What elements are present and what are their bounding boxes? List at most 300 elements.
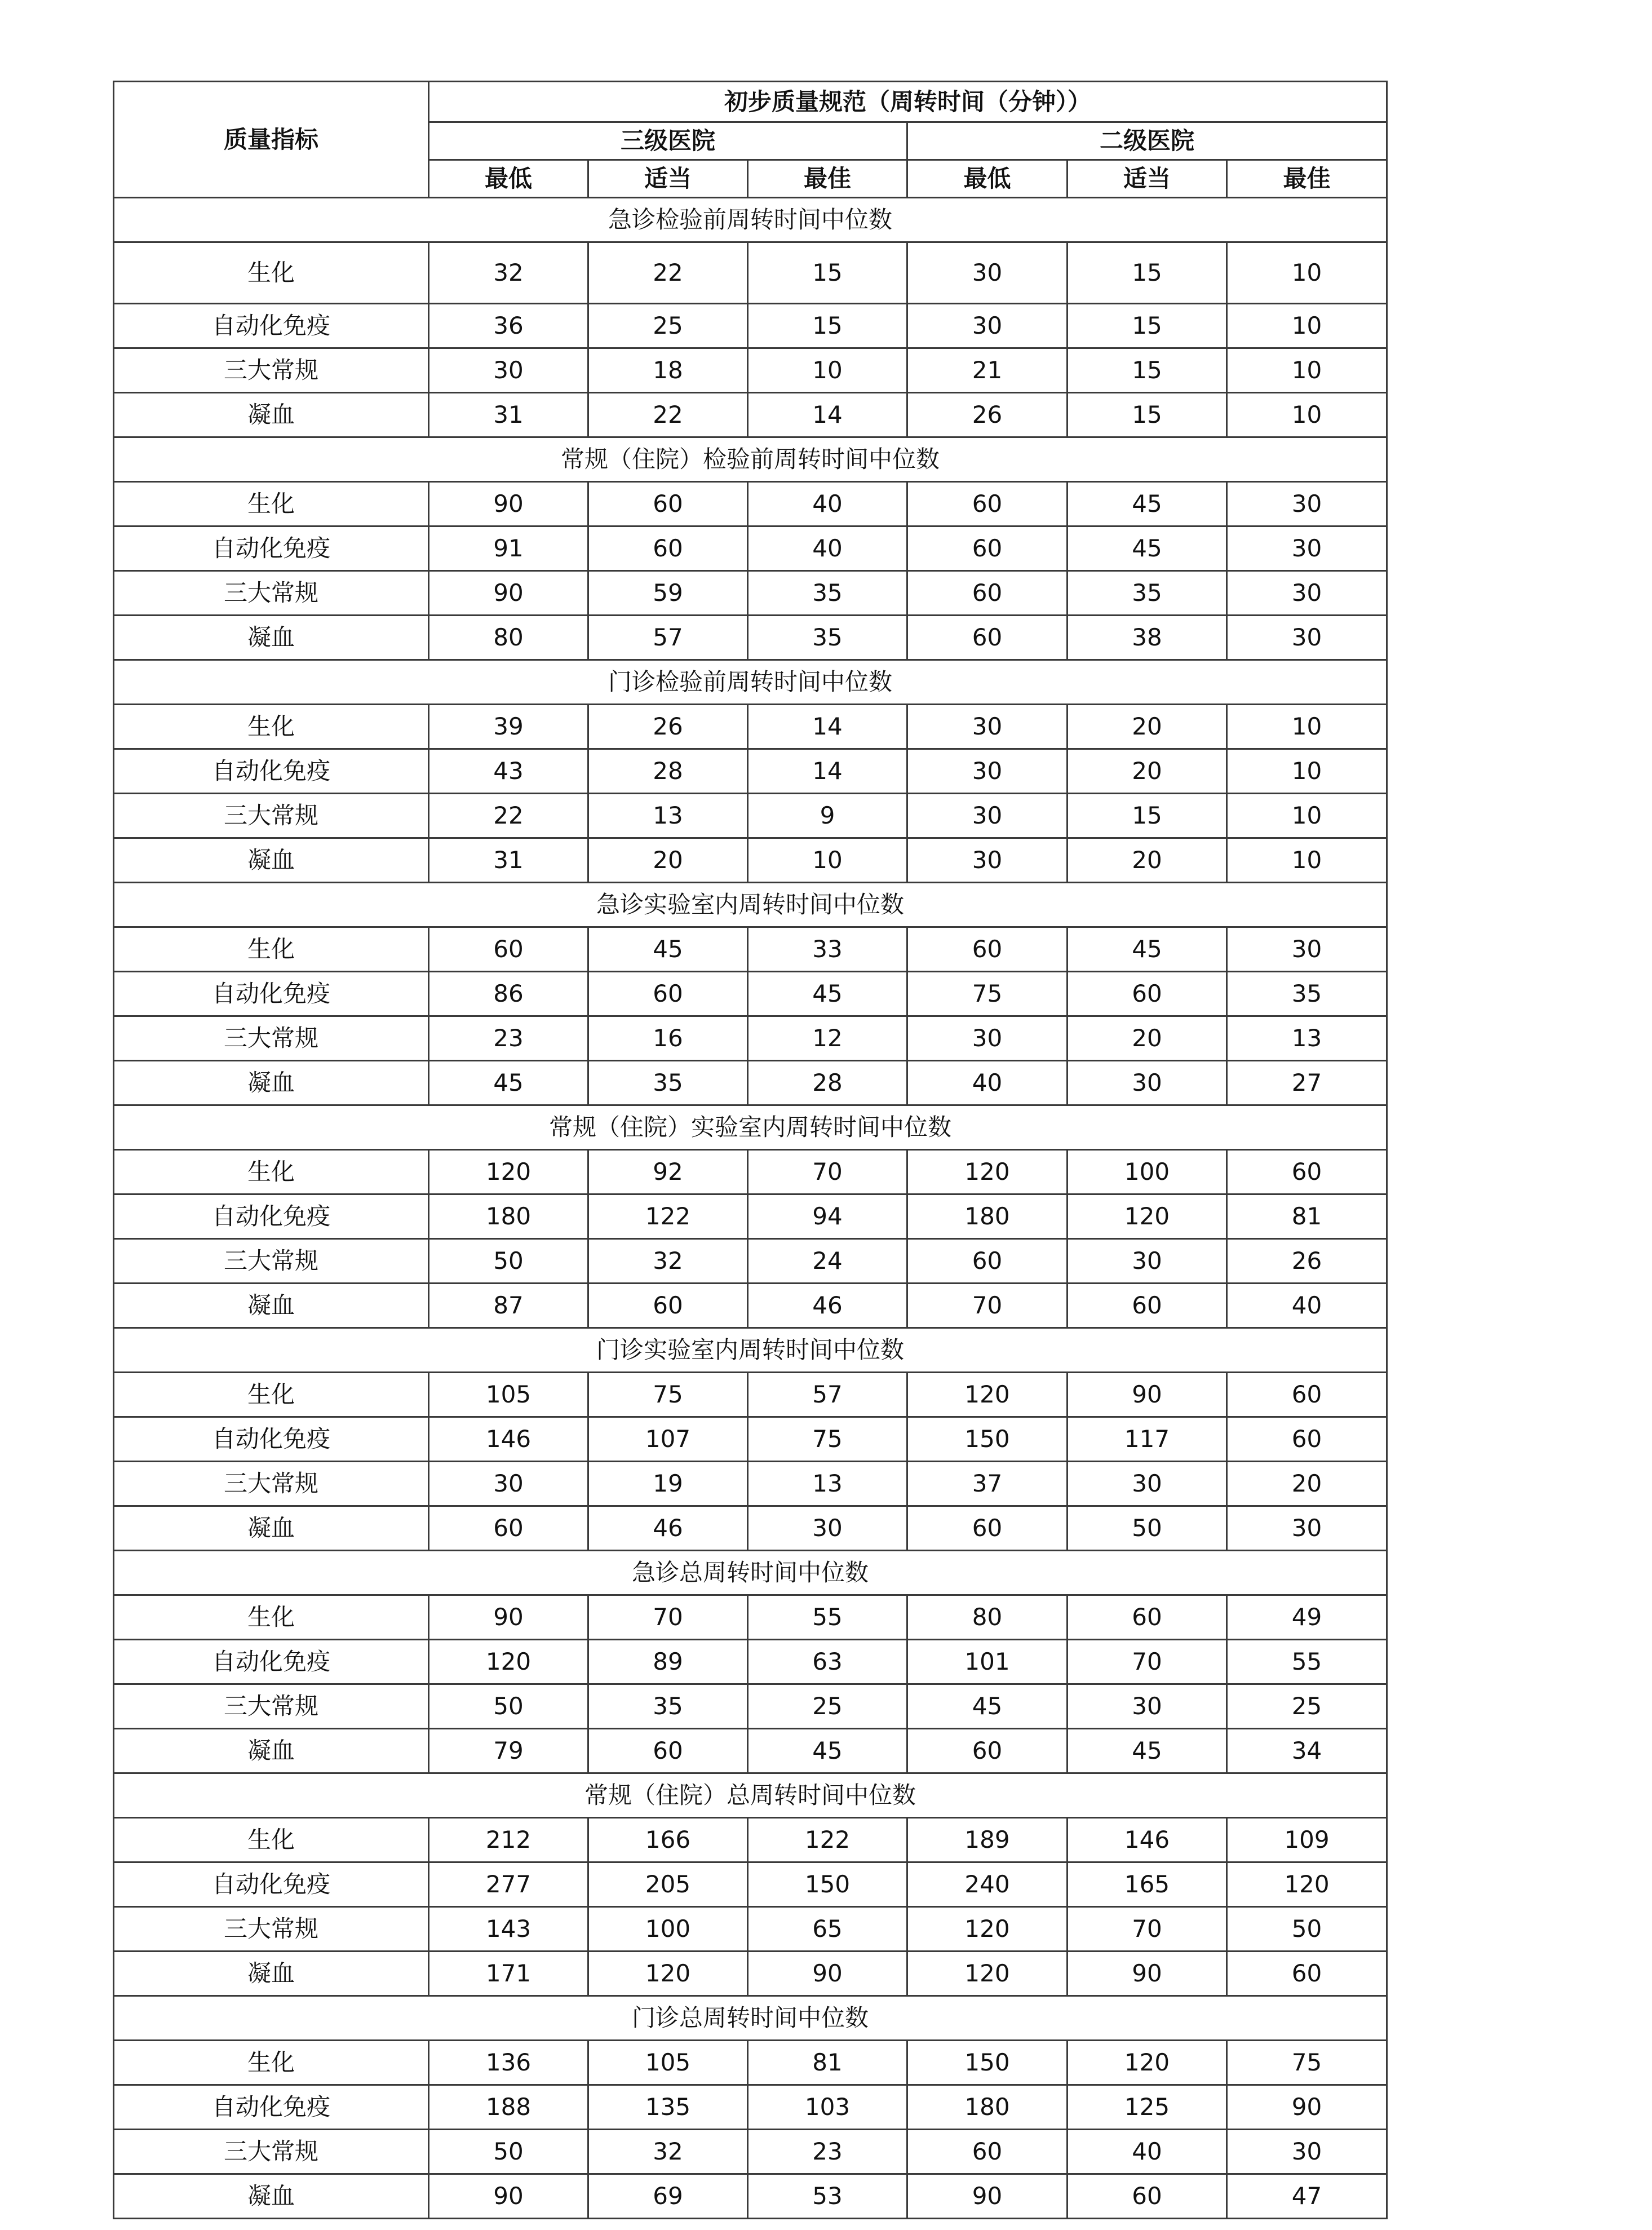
table-row bbox=[114, 972, 1387, 1016]
value-cell: 13 bbox=[748, 1462, 907, 1506]
level-header-adequate: 适当 bbox=[1068, 160, 1227, 198]
value-cell: 60 bbox=[1068, 1284, 1227, 1328]
value-cell: 81 bbox=[748, 2041, 907, 2085]
value-cell: 31 bbox=[429, 393, 588, 437]
value-cell: 13 bbox=[1227, 1016, 1387, 1061]
value-cell: 46 bbox=[588, 1506, 748, 1551]
value-cell: 35 bbox=[748, 616, 907, 660]
value-cell: 32 bbox=[588, 2130, 748, 2174]
indicator-name-cell: 生化 bbox=[114, 482, 429, 526]
value-cell: 30 bbox=[1227, 927, 1387, 972]
table-row bbox=[114, 393, 1387, 437]
value-cell: 90 bbox=[1068, 1952, 1227, 1996]
value-cell: 23 bbox=[429, 1016, 588, 1061]
indicator-name-cell: 凝血 bbox=[114, 1284, 429, 1328]
indicator-name-cell: 生化 bbox=[114, 2041, 429, 2085]
value-cell: 14 bbox=[748, 705, 907, 749]
level-header-optimal: 最佳 bbox=[1227, 160, 1387, 198]
tertiary-hospital-header: 三级医院 bbox=[429, 122, 907, 160]
value-cell: 90 bbox=[748, 1952, 907, 1996]
table-row bbox=[114, 1462, 1387, 1506]
value-cell: 15 bbox=[748, 242, 907, 304]
value-cell: 15 bbox=[1068, 242, 1227, 304]
value-cell: 39 bbox=[429, 705, 588, 749]
value-cell: 65 bbox=[748, 1907, 907, 1952]
value-cell: 189 bbox=[907, 1818, 1068, 1862]
section-title: 门诊总周转时间中位数 bbox=[114, 1996, 1387, 2041]
value-cell: 40 bbox=[748, 526, 907, 571]
value-cell: 27 bbox=[1227, 1061, 1387, 1105]
value-cell: 120 bbox=[907, 1952, 1068, 1996]
value-cell: 60 bbox=[429, 1506, 588, 1551]
table-row bbox=[114, 1194, 1387, 1239]
table-row bbox=[114, 616, 1387, 660]
table-row bbox=[114, 927, 1387, 972]
value-cell: 45 bbox=[1068, 526, 1227, 571]
table-row bbox=[114, 1150, 1387, 1194]
value-cell: 136 bbox=[429, 2041, 588, 2085]
value-cell: 89 bbox=[588, 1640, 748, 1684]
value-cell: 55 bbox=[1227, 1640, 1387, 1684]
indicator-name-cell: 生化 bbox=[114, 1595, 429, 1640]
table-row bbox=[114, 1061, 1387, 1105]
value-cell: 60 bbox=[1068, 972, 1227, 1016]
value-cell: 15 bbox=[1068, 348, 1227, 393]
value-cell: 70 bbox=[1068, 1640, 1227, 1684]
value-cell: 180 bbox=[429, 1194, 588, 1239]
value-cell: 30 bbox=[1068, 1462, 1227, 1506]
indicator-name-cell: 生化 bbox=[114, 705, 429, 749]
value-cell: 120 bbox=[1227, 1862, 1387, 1907]
section-title: 急诊总周转时间中位数 bbox=[114, 1551, 1387, 1595]
value-cell: 16 bbox=[588, 1016, 748, 1061]
value-cell: 20 bbox=[1227, 1462, 1387, 1506]
value-cell: 30 bbox=[907, 705, 1068, 749]
value-cell: 30 bbox=[1068, 1684, 1227, 1729]
indicator-name-cell: 生化 bbox=[114, 242, 429, 304]
secondary-hospital-header: 二级医院 bbox=[907, 122, 1387, 160]
section-row bbox=[114, 1105, 1387, 1150]
indicator-name-cell: 自动化免疫 bbox=[114, 1862, 429, 1907]
table-row bbox=[114, 526, 1387, 571]
value-cell: 28 bbox=[748, 1061, 907, 1105]
value-cell: 20 bbox=[1068, 749, 1227, 794]
value-cell: 60 bbox=[907, 616, 1068, 660]
table-row bbox=[114, 1417, 1387, 1462]
table-row bbox=[114, 1684, 1387, 1729]
value-cell: 35 bbox=[588, 1684, 748, 1729]
indicator-name-cell: 三大常规 bbox=[114, 1239, 429, 1284]
section-row bbox=[114, 660, 1387, 705]
table-row bbox=[114, 1239, 1387, 1284]
value-cell: 45 bbox=[748, 1729, 907, 1773]
turnaround-time-table bbox=[113, 81, 1388, 2219]
value-cell: 150 bbox=[907, 1417, 1068, 1462]
value-cell: 60 bbox=[907, 482, 1068, 526]
indicator-name-cell: 凝血 bbox=[114, 1061, 429, 1105]
table-row bbox=[114, 242, 1387, 304]
value-cell: 57 bbox=[588, 616, 748, 660]
value-cell: 45 bbox=[748, 972, 907, 1016]
indicator-name-cell: 凝血 bbox=[114, 1729, 429, 1773]
value-cell: 120 bbox=[429, 1640, 588, 1684]
indicator-name-cell: 三大常规 bbox=[114, 571, 429, 616]
value-cell: 60 bbox=[429, 927, 588, 972]
value-cell: 36 bbox=[429, 304, 588, 348]
value-cell: 30 bbox=[907, 242, 1068, 304]
level-header-min: 最低 bbox=[429, 160, 588, 198]
value-cell: 37 bbox=[907, 1462, 1068, 1506]
value-cell: 53 bbox=[748, 2174, 907, 2219]
value-cell: 47 bbox=[1227, 2174, 1387, 2219]
value-cell: 69 bbox=[588, 2174, 748, 2219]
value-cell: 146 bbox=[1068, 1818, 1227, 1862]
value-cell: 30 bbox=[1227, 526, 1387, 571]
value-cell: 14 bbox=[748, 393, 907, 437]
value-cell: 91 bbox=[429, 526, 588, 571]
section-row bbox=[114, 883, 1387, 927]
value-cell: 14 bbox=[748, 749, 907, 794]
indicator-name-cell: 生化 bbox=[114, 927, 429, 972]
value-cell: 20 bbox=[588, 838, 748, 883]
value-cell: 94 bbox=[748, 1194, 907, 1239]
table-row bbox=[114, 794, 1387, 838]
value-cell: 30 bbox=[1068, 1061, 1227, 1105]
value-cell: 90 bbox=[429, 571, 588, 616]
value-cell: 75 bbox=[907, 972, 1068, 1016]
value-cell: 55 bbox=[748, 1595, 907, 1640]
table-row bbox=[114, 1595, 1387, 1640]
value-cell: 109 bbox=[1227, 1818, 1387, 1862]
value-cell: 21 bbox=[907, 348, 1068, 393]
value-cell: 24 bbox=[748, 1239, 907, 1284]
value-cell: 35 bbox=[1227, 972, 1387, 1016]
value-cell: 101 bbox=[907, 1640, 1068, 1684]
value-cell: 81 bbox=[1227, 1194, 1387, 1239]
header-row-spec bbox=[114, 82, 1387, 122]
value-cell: 205 bbox=[588, 1862, 748, 1907]
value-cell: 60 bbox=[907, 526, 1068, 571]
value-cell: 50 bbox=[429, 1239, 588, 1284]
level-header-min: 最低 bbox=[907, 160, 1068, 198]
indicator-name-cell: 自动化免疫 bbox=[114, 1640, 429, 1684]
section-title: 门诊实验室内周转时间中位数 bbox=[114, 1328, 1387, 1373]
value-cell: 10 bbox=[748, 838, 907, 883]
value-cell: 59 bbox=[588, 571, 748, 616]
value-cell: 60 bbox=[907, 1729, 1068, 1773]
value-cell: 34 bbox=[1227, 1729, 1387, 1773]
indicator-name-cell: 自动化免疫 bbox=[114, 1417, 429, 1462]
value-cell: 70 bbox=[1068, 1907, 1227, 1952]
section-title: 常规（住院）总周转时间中位数 bbox=[114, 1773, 1387, 1818]
value-cell: 63 bbox=[748, 1640, 907, 1684]
value-cell: 50 bbox=[429, 2130, 588, 2174]
table-row bbox=[114, 1818, 1387, 1862]
indicator-name-cell: 凝血 bbox=[114, 1506, 429, 1551]
table-row bbox=[114, 1907, 1387, 1952]
value-cell: 165 bbox=[1068, 1862, 1227, 1907]
section-title: 急诊实验室内周转时间中位数 bbox=[114, 883, 1387, 927]
indicator-name-cell: 自动化免疫 bbox=[114, 1194, 429, 1239]
section-title: 门诊检验前周转时间中位数 bbox=[114, 660, 1387, 705]
value-cell: 80 bbox=[429, 616, 588, 660]
table-row bbox=[114, 1952, 1387, 1996]
value-cell: 90 bbox=[429, 2174, 588, 2219]
value-cell: 15 bbox=[748, 304, 907, 348]
value-cell: 60 bbox=[907, 2130, 1068, 2174]
table-row bbox=[114, 1506, 1387, 1551]
value-cell: 60 bbox=[907, 927, 1068, 972]
table-row bbox=[114, 838, 1387, 883]
section-row bbox=[114, 1328, 1387, 1373]
value-cell: 40 bbox=[907, 1061, 1068, 1105]
value-cell: 105 bbox=[588, 2041, 748, 2085]
indicator-name-cell: 三大常规 bbox=[114, 1462, 429, 1506]
value-cell: 135 bbox=[588, 2085, 748, 2130]
indicator-name-cell: 凝血 bbox=[114, 616, 429, 660]
value-cell: 32 bbox=[588, 1239, 748, 1284]
value-cell: 70 bbox=[907, 1284, 1068, 1328]
value-cell: 50 bbox=[1068, 1506, 1227, 1551]
value-cell: 30 bbox=[907, 749, 1068, 794]
value-cell: 15 bbox=[1068, 794, 1227, 838]
value-cell: 30 bbox=[907, 1016, 1068, 1061]
value-cell: 277 bbox=[429, 1862, 588, 1907]
section-row bbox=[114, 1996, 1387, 2041]
value-cell: 150 bbox=[907, 2041, 1068, 2085]
value-cell: 60 bbox=[907, 1506, 1068, 1551]
value-cell: 10 bbox=[1227, 304, 1387, 348]
value-cell: 18 bbox=[588, 348, 748, 393]
value-cell: 10 bbox=[748, 348, 907, 393]
value-cell: 50 bbox=[429, 1684, 588, 1729]
value-cell: 90 bbox=[429, 1595, 588, 1640]
value-cell: 87 bbox=[429, 1284, 588, 1328]
value-cell: 180 bbox=[907, 2085, 1068, 2130]
table-row bbox=[114, 348, 1387, 393]
section-title: 急诊检验前周转时间中位数 bbox=[114, 198, 1387, 242]
value-cell: 143 bbox=[429, 1907, 588, 1952]
value-cell: 117 bbox=[1068, 1417, 1227, 1462]
table-row bbox=[114, 482, 1387, 526]
table-row bbox=[114, 2085, 1387, 2130]
value-cell: 60 bbox=[907, 571, 1068, 616]
table-row bbox=[114, 1373, 1387, 1417]
value-cell: 30 bbox=[748, 1506, 907, 1551]
table-row bbox=[114, 304, 1387, 348]
table-row bbox=[114, 1640, 1387, 1684]
section-title: 常规（住院）实验室内周转时间中位数 bbox=[114, 1105, 1387, 1150]
value-cell: 79 bbox=[429, 1729, 588, 1773]
table-row bbox=[114, 1284, 1387, 1328]
value-cell: 60 bbox=[588, 1284, 748, 1328]
value-cell: 120 bbox=[1068, 1194, 1227, 1239]
indicator-name-cell: 三大常规 bbox=[114, 2130, 429, 2174]
table-row bbox=[114, 1729, 1387, 1773]
value-cell: 12 bbox=[748, 1016, 907, 1061]
spec-title-header: 初步质量规范（周转时间（分钟）） bbox=[429, 82, 1387, 122]
value-cell: 70 bbox=[588, 1595, 748, 1640]
value-cell: 180 bbox=[907, 1194, 1068, 1239]
indicator-name-cell: 凝血 bbox=[114, 393, 429, 437]
value-cell: 60 bbox=[1227, 1952, 1387, 1996]
indicator-name-cell: 三大常规 bbox=[114, 794, 429, 838]
value-cell: 60 bbox=[1227, 1417, 1387, 1462]
indicator-name-cell: 自动化免疫 bbox=[114, 526, 429, 571]
indicator-name-cell: 三大常规 bbox=[114, 1016, 429, 1061]
value-cell: 146 bbox=[429, 1417, 588, 1462]
value-cell: 33 bbox=[748, 927, 907, 972]
value-cell: 10 bbox=[1227, 348, 1387, 393]
indicator-name-cell: 生化 bbox=[114, 1818, 429, 1862]
value-cell: 120 bbox=[907, 1373, 1068, 1417]
value-cell: 120 bbox=[907, 1907, 1068, 1952]
value-cell: 9 bbox=[748, 794, 907, 838]
value-cell: 60 bbox=[1227, 1373, 1387, 1417]
value-cell: 90 bbox=[1068, 1373, 1227, 1417]
value-cell: 10 bbox=[1227, 749, 1387, 794]
value-cell: 45 bbox=[907, 1684, 1068, 1729]
section-row bbox=[114, 1773, 1387, 1818]
value-cell: 30 bbox=[907, 838, 1068, 883]
value-cell: 15 bbox=[1068, 304, 1227, 348]
indicator-name-cell: 自动化免疫 bbox=[114, 2085, 429, 2130]
value-cell: 10 bbox=[1227, 794, 1387, 838]
value-cell: 49 bbox=[1227, 1595, 1387, 1640]
value-cell: 20 bbox=[1068, 705, 1227, 749]
indicator-name-cell: 凝血 bbox=[114, 838, 429, 883]
value-cell: 19 bbox=[588, 1462, 748, 1506]
value-cell: 171 bbox=[429, 1952, 588, 1996]
value-cell: 103 bbox=[748, 2085, 907, 2130]
value-cell: 60 bbox=[1068, 2174, 1227, 2219]
indicator-name-cell: 三大常规 bbox=[114, 1684, 429, 1729]
value-cell: 60 bbox=[1227, 1150, 1387, 1194]
value-cell: 45 bbox=[1068, 927, 1227, 972]
value-cell: 35 bbox=[748, 571, 907, 616]
value-cell: 122 bbox=[748, 1818, 907, 1862]
indicator-header: 质量指标 bbox=[114, 82, 429, 198]
value-cell: 46 bbox=[748, 1284, 907, 1328]
value-cell: 100 bbox=[1068, 1150, 1227, 1194]
value-cell: 70 bbox=[748, 1150, 907, 1194]
value-cell: 31 bbox=[429, 838, 588, 883]
indicator-name-cell: 自动化免疫 bbox=[114, 304, 429, 348]
value-cell: 45 bbox=[1068, 1729, 1227, 1773]
level-header-optimal: 最佳 bbox=[748, 160, 907, 198]
value-cell: 38 bbox=[1068, 616, 1227, 660]
value-cell: 60 bbox=[588, 972, 748, 1016]
value-cell: 30 bbox=[1068, 1239, 1227, 1284]
value-cell: 60 bbox=[588, 1729, 748, 1773]
value-cell: 60 bbox=[588, 482, 748, 526]
value-cell: 26 bbox=[907, 393, 1068, 437]
value-cell: 75 bbox=[748, 1417, 907, 1462]
value-cell: 35 bbox=[588, 1061, 748, 1105]
value-cell: 40 bbox=[1068, 2130, 1227, 2174]
table-row bbox=[114, 2130, 1387, 2174]
table-row bbox=[114, 571, 1387, 616]
value-cell: 30 bbox=[429, 1462, 588, 1506]
table-body bbox=[114, 82, 1387, 2219]
value-cell: 30 bbox=[1227, 1506, 1387, 1551]
table-row bbox=[114, 2174, 1387, 2219]
value-cell: 25 bbox=[748, 1684, 907, 1729]
value-cell: 35 bbox=[1068, 571, 1227, 616]
value-cell: 22 bbox=[588, 242, 748, 304]
section-row bbox=[114, 437, 1387, 482]
value-cell: 26 bbox=[1227, 1239, 1387, 1284]
value-cell: 120 bbox=[907, 1150, 1068, 1194]
value-cell: 75 bbox=[1227, 2041, 1387, 2085]
section-row bbox=[114, 1551, 1387, 1595]
value-cell: 80 bbox=[907, 1595, 1068, 1640]
value-cell: 25 bbox=[1227, 1684, 1387, 1729]
value-cell: 107 bbox=[588, 1417, 748, 1462]
indicator-name-cell: 三大常规 bbox=[114, 1907, 429, 1952]
indicator-name-cell: 自动化免疫 bbox=[114, 972, 429, 1016]
value-cell: 45 bbox=[429, 1061, 588, 1105]
value-cell: 20 bbox=[1068, 1016, 1227, 1061]
value-cell: 10 bbox=[1227, 705, 1387, 749]
indicator-name-cell: 凝血 bbox=[114, 2174, 429, 2219]
value-cell: 120 bbox=[1068, 2041, 1227, 2085]
table-row bbox=[114, 749, 1387, 794]
indicator-name-cell: 生化 bbox=[114, 1150, 429, 1194]
level-header-adequate: 适当 bbox=[588, 160, 748, 198]
value-cell: 105 bbox=[429, 1373, 588, 1417]
value-cell: 60 bbox=[907, 1239, 1068, 1284]
table-row bbox=[114, 1862, 1387, 1907]
value-cell: 43 bbox=[429, 749, 588, 794]
value-cell: 90 bbox=[429, 482, 588, 526]
value-cell: 30 bbox=[907, 304, 1068, 348]
table-row bbox=[114, 705, 1387, 749]
value-cell: 86 bbox=[429, 972, 588, 1016]
indicator-name-cell: 自动化免疫 bbox=[114, 749, 429, 794]
value-cell: 28 bbox=[588, 749, 748, 794]
value-cell: 22 bbox=[588, 393, 748, 437]
value-cell: 166 bbox=[588, 1818, 748, 1862]
value-cell: 120 bbox=[588, 1952, 748, 1996]
value-cell: 13 bbox=[588, 794, 748, 838]
value-cell: 90 bbox=[1227, 2085, 1387, 2130]
value-cell: 25 bbox=[588, 304, 748, 348]
value-cell: 30 bbox=[1227, 482, 1387, 526]
value-cell: 57 bbox=[748, 1373, 907, 1417]
value-cell: 30 bbox=[429, 348, 588, 393]
value-cell: 32 bbox=[429, 242, 588, 304]
section-title: 常规（住院）检验前周转时间中位数 bbox=[114, 437, 1387, 482]
section-row bbox=[114, 198, 1387, 242]
value-cell: 50 bbox=[1227, 1907, 1387, 1952]
value-cell: 23 bbox=[748, 2130, 907, 2174]
value-cell: 26 bbox=[588, 705, 748, 749]
indicator-name-cell: 生化 bbox=[114, 1373, 429, 1417]
value-cell: 30 bbox=[907, 794, 1068, 838]
value-cell: 20 bbox=[1068, 838, 1227, 883]
value-cell: 10 bbox=[1227, 242, 1387, 304]
value-cell: 212 bbox=[429, 1818, 588, 1862]
indicator-name-cell: 凝血 bbox=[114, 1952, 429, 1996]
value-cell: 10 bbox=[1227, 393, 1387, 437]
value-cell: 30 bbox=[1227, 616, 1387, 660]
value-cell: 22 bbox=[429, 794, 588, 838]
value-cell: 40 bbox=[748, 482, 907, 526]
value-cell: 120 bbox=[429, 1150, 588, 1194]
value-cell: 92 bbox=[588, 1150, 748, 1194]
value-cell: 240 bbox=[907, 1862, 1068, 1907]
